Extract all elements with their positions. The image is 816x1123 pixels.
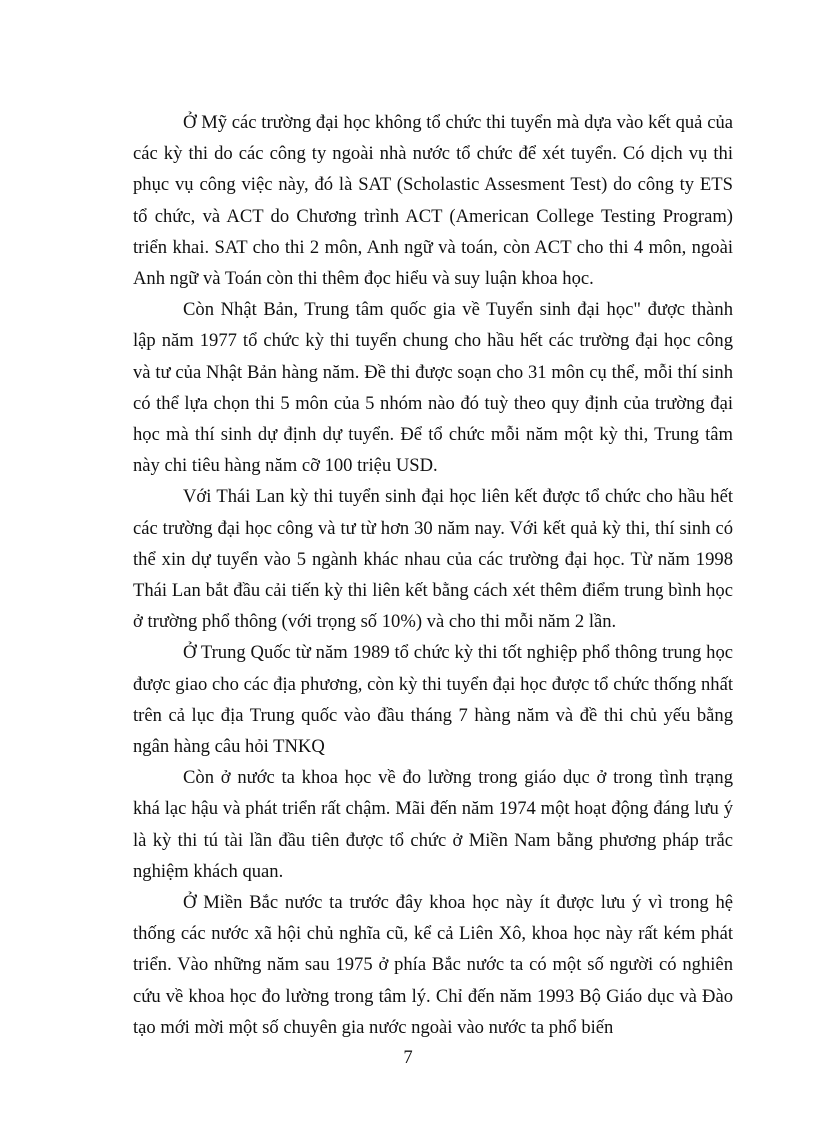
page-number: 7: [403, 1047, 413, 1068]
paragraph-usa: Ở Mỹ các trường đại học không tổ chức thi tuyển mà dựa vào kết quả của các kỳ thi do các công ty ngoài nhà nước tổ chức để xét tuyển. Có dịch vụ thi phục vụ công việc này, đó là SAT (Scholastic Assesment Test) do công ty ETS tổ chức, và ACT do Chương trình ACT (American College Testing Program) triển khai. SAT cho thi 2 môn, Anh ngữ và toán, còn ACT cho thi 4 môn, ngoài Anh ngữ và Toán còn thi thêm đọc hiểu và suy luận khoa học.: [133, 112, 733, 290]
paragraph-china: Ở Trung Quốc từ năm 1989 tổ chức kỳ thi tốt nghiệp phổ thông trung học được giao cho các địa phương, còn kỳ thi tuyển đại học được tổ chức thống nhất trên cả lục địa Trung quốc vào đầu tháng 7 hàng năm và đề thi chủ yếu bằng ngân hàng câu hỏi TNKQ: [133, 642, 733, 758]
paragraph-north-vietnam: Ở Miền Bắc nước ta trước đây khoa học này ít được lưu ý vì trong hệ thống các nước xã hội chủ nghĩa cũ, kể cả Liên Xô, khoa học này rất kém phát triển. Vào những năm sau 1975 ở phía Bắc nước ta có một số người có nghiên cứu về khoa học đo lường trong tâm lý. Chỉ đến năm 1993 Bộ Giáo dục và Đào tạo mới mời một số chuyên gia nước ngoài vào nước ta phổ biến: [133, 892, 733, 1038]
paragraph-japan: Còn Nhật Bản, Trung tâm quốc gia về Tuyển sinh đại học" được thành lập năm 1977 tổ chức kỳ thi tuyển chung cho hầu hết các trường đại học công và tư của Nhật Bản hàng năm. Đề thi được soạn cho 31 môn cụ thể, mỗi thí sinh có thể lựa chọn thi 5 môn của 5 nhóm nào đó tuỳ theo quy định của trường đại học mà thí sinh dự định dự tuyển. Để tổ chức mỗi năm một kỳ thi, Trung tâm này chi tiêu hàng năm cỡ 100 triệu USD.: [133, 299, 733, 477]
body-text: [133, 107, 733, 1043]
paragraph-vietnam: Còn ở nước ta khoa học về đo lường trong giáo dục ở trong tình trạng khá lạc hậu và phát triển rất chậm. Mãi đến năm 1974 một hoạt động đáng lưu ý là kỳ thi tú tài lần đầu tiên được tổ chức ở Miền Nam bằng phương pháp trắc nghiệm khách quan.: [133, 767, 733, 882]
paragraph-thailand: Với Thái Lan kỳ thi tuyển sinh đại học liên kết được tổ chức cho hầu hết các trường đại học công và tư từ hơn 30 năm nay. Với kết quả kỳ thi, thí sinh có thể xin dự tuyển vào 5 ngành khác nhau của các trường đại học. Từ năm 1998 Thái Lan bắt đầu cải tiến kỳ thi liên kết bằng cách xét thêm điểm trung bình học ở trường phổ thông (với trọng số 10%) và cho thi mỗi năm 2 lần.: [133, 486, 733, 633]
